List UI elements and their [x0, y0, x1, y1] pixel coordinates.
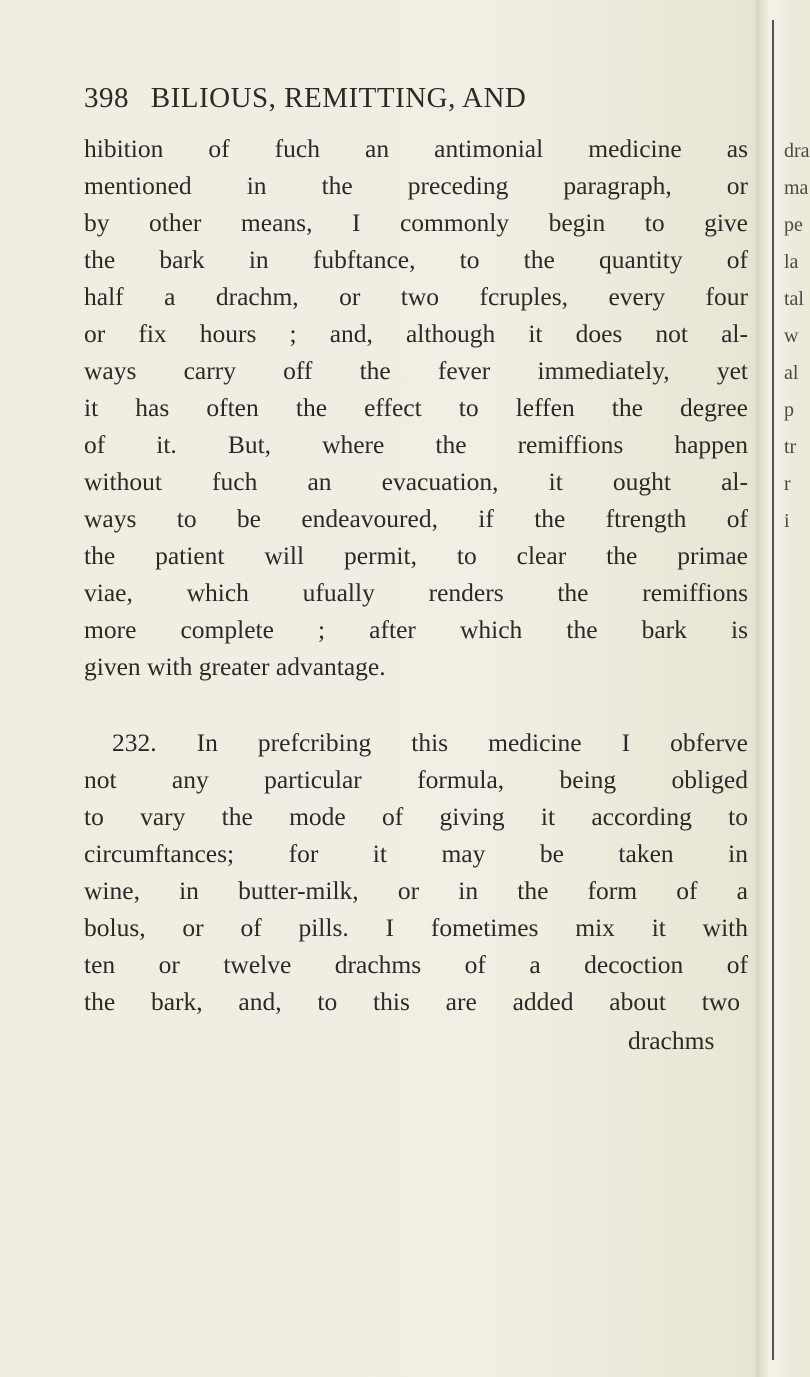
text-line: hibition of fuch an antimonial medicine as: [84, 134, 748, 163]
text-line: viae, which ufually renders the remiffions: [84, 578, 748, 607]
text-line: ten or twelve drachms of a decoction of: [84, 950, 748, 979]
text-line: bolus, or of pills. I fometimes mix it with: [84, 913, 748, 942]
text-line: ways carry off the fever immediately, yet: [84, 356, 748, 385]
margin-fragment: ma: [784, 177, 809, 199]
page-number: 398: [84, 82, 129, 114]
margin-fragment: w: [784, 325, 799, 347]
text-line: half a drachm, or two fcruples, every four: [84, 282, 748, 311]
text-line: to vary the mode of giving it according to: [84, 802, 748, 831]
running-title: BILIOUS, REMITTING, AND: [150, 82, 527, 114]
margin-fragment: r: [784, 473, 791, 495]
text-line: without fuch an evacuation, it ought al-: [84, 467, 748, 496]
gutter-edge-line: [772, 20, 774, 1360]
text-line: it has often the effect to leffen the degree: [84, 393, 748, 422]
margin-fragment: al: [784, 362, 799, 384]
text-line: mentioned in the preceding paragraph, or: [84, 171, 748, 200]
text-line: ways to be endeavoured, if the ftrength of: [84, 504, 748, 533]
margin-fragment: i: [784, 510, 790, 532]
text-line: wine, in butter-milk, or in the form of a: [84, 876, 748, 905]
margin-fragment: la: [784, 251, 799, 273]
text-line: given with greater advantage.: [84, 652, 386, 681]
margin-fragment: tr: [784, 436, 797, 458]
margin-fragment: pe: [784, 214, 803, 236]
text-line: the patient will permit, to clear the primae: [84, 541, 748, 570]
catchword: drachms: [628, 1026, 715, 1055]
text-line: the bark in fubftance, to the quantity of: [84, 245, 748, 274]
text-line: of it. But, where the remiffions happen: [84, 430, 748, 459]
margin-fragment: dra: [784, 140, 810, 162]
page-gutter: [756, 0, 801, 1377]
text-line: not any particular formula, being obliged: [84, 765, 748, 794]
text-line: 232. In prefcribing this medicine I obferve: [112, 728, 748, 757]
margin-fragment: tal: [784, 288, 804, 310]
text-line: the bark, and, to this are added about two: [84, 987, 740, 1016]
running-header: [84, 82, 724, 115]
text-line: by other means, I commonly begin to give: [84, 208, 748, 237]
text-line: more complete ; after which the bark is: [84, 615, 748, 644]
text-line: circumftances; for it may be taken in: [84, 839, 748, 868]
margin-fragment: p: [784, 399, 794, 421]
text-line: or fix hours ; and, although it does not al-: [84, 319, 748, 348]
